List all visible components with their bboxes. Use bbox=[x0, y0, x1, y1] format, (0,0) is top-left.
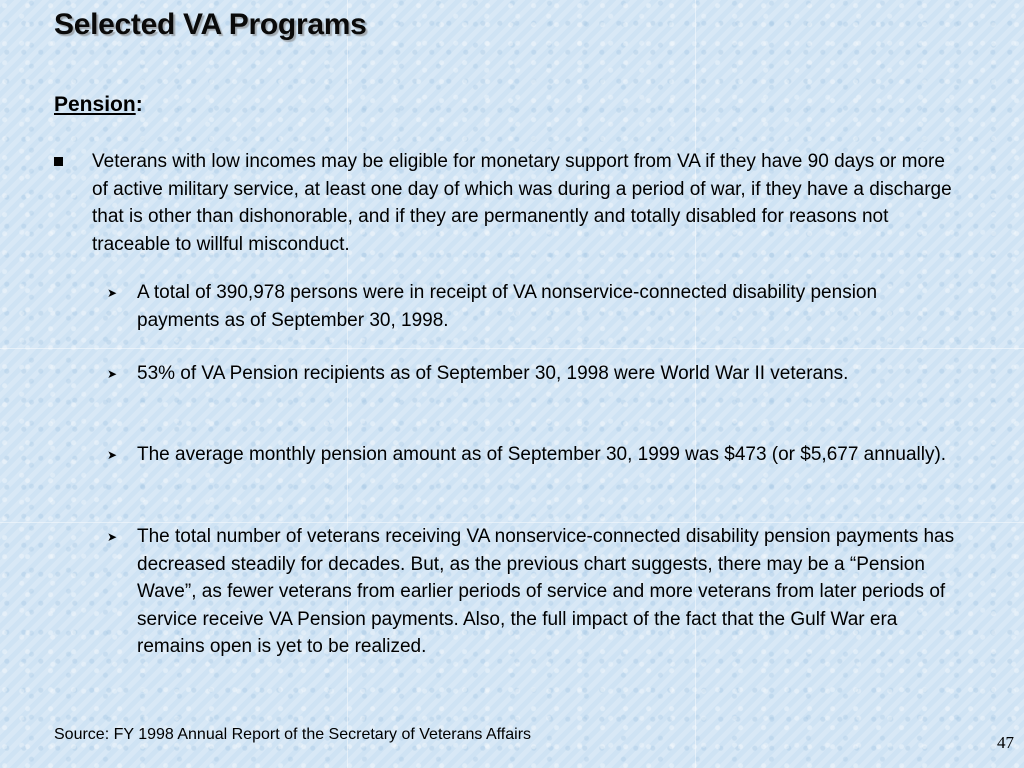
section-heading-label: Pension bbox=[54, 93, 136, 116]
sub-bullet-text: The total number of veterans receiving VA nonservice-connected disability pension payments has decreased steadily for decades. But, as the previous chart suggests, there may be a “Pension Wave”, as fewer veterans from earlier periods of service and more veterans from later periods of service receive VA Pension payments. Also, the full impact of the fact that the Gulf War era remains open is yet to be realized. bbox=[137, 526, 955, 657]
sub-bullet-item bbox=[107, 279, 957, 334]
arrowhead-bullet-icon: ➤ bbox=[107, 448, 118, 462]
source-citation: Source: FY 1998 Annual Report of the Secretary of Veterans Affairs bbox=[54, 726, 532, 743]
sub-bullet-text: The average monthly pension amount as of September 30, 1999 was $473 (or $5,677 annually). bbox=[137, 444, 947, 465]
section-heading bbox=[54, 93, 143, 117]
main-bullet-text: Veterans with low incomes may be eligible for monetary support from VA if they have 90 days or more of active military service, at least one day of which was during a period of war, if they have a discharge that is other than dishonorable, and if they are permanently and totally disabled for reasons not traceable to willful misconduct. bbox=[92, 151, 952, 255]
sub-bullet-item bbox=[107, 360, 957, 388]
arrowhead-bullet-icon: ➤ bbox=[107, 530, 118, 544]
main-bullet-item bbox=[54, 148, 954, 258]
page-number: 47 bbox=[997, 733, 1014, 752]
arrowhead-bullet-icon: ➤ bbox=[107, 367, 118, 381]
slide-title: Selected VA Programs bbox=[54, 8, 367, 41]
sub-bullet-item bbox=[107, 441, 957, 469]
section-heading-colon: : bbox=[135, 93, 143, 116]
sub-bullet-item bbox=[107, 523, 957, 661]
sub-bullet-text: 53% of VA Pension recipients as of September 30, 1998 were World War II veterans. bbox=[137, 363, 849, 384]
background-seam bbox=[0, 348, 1024, 349]
sub-bullet-text: A total of 390,978 persons were in receipt of VA nonservice-connected disability pension payments as of September 30, 1998. bbox=[137, 282, 878, 331]
arrowhead-bullet-icon: ➤ bbox=[107, 286, 118, 300]
square-bullet-icon bbox=[54, 157, 63, 166]
